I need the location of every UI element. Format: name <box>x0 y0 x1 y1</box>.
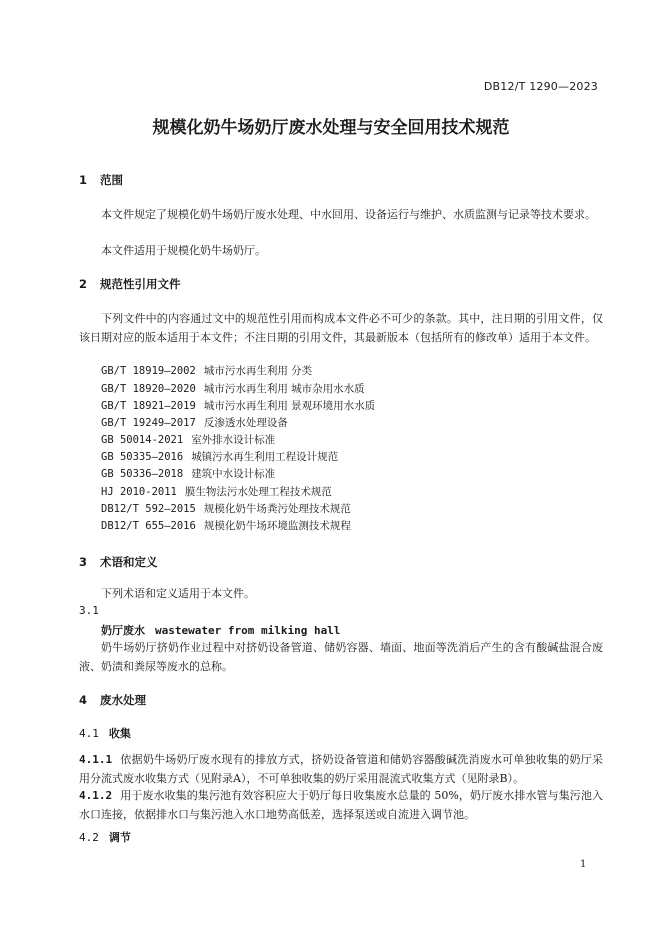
section-2-heading <box>79 276 181 292</box>
reference-item <box>101 398 375 413</box>
subsection-title: 调节 <box>108 831 131 844</box>
section-title: 范围 <box>100 173 124 187</box>
section-3-heading <box>79 554 158 570</box>
reference-title: 城市污水再生利用 分类 <box>203 365 313 377</box>
term-english: wastewater from milking hall <box>155 624 341 637</box>
page-number: 1 <box>580 859 587 870</box>
scope-paragraph-1: 本文件规定了规模化奶牛场奶厅废水处理、中水回用、设备运行与维护、水质监测与记录等技术要求。 <box>101 208 596 221</box>
reference-item <box>101 484 332 499</box>
subsection-4-1-heading <box>79 725 131 741</box>
clause-text: 依据奶牛场奶厅废水现有的排放方式，挤奶设备管道和储奶容器酸碱洗消废水可单独收集的奶厅采用分流式废水收集方式（见附录A），不可单独收集的奶厅采用混流式收集方式（见附录B）。 <box>79 753 603 785</box>
reference-item <box>101 518 351 533</box>
reference-code: GB 50335—2016 <box>101 451 184 463</box>
section-4-heading <box>79 692 146 708</box>
reference-title: 建筑中水设计标准 <box>191 468 276 480</box>
reference-item <box>101 466 275 481</box>
reference-code: GB 50336—2018 <box>101 468 184 480</box>
normative-references-intro: 下列文件中的内容通过文中的规范性引用而构成本文件必不可少的条款。其中，注日期的引用文件，仅该日期对应的版本适用于本文件；不注日期的引用文件，其最新版本（包括所有的修改单）适用于本文件。 <box>79 312 603 344</box>
section-number: 2 <box>79 277 88 291</box>
document-title: 规模化奶牛场奶厅废水处理与安全回用技术规范 <box>152 118 510 138</box>
clause-4-1-1 <box>79 750 603 788</box>
reference-title: 城市污水再生利用 城市杂用水水质 <box>203 383 365 395</box>
reference-code: GB 50014-2021 <box>101 434 184 446</box>
subsection-4-2-heading <box>79 829 131 845</box>
reference-code: DB12/T 592—2015 <box>101 503 196 515</box>
reference-title: 膜生物法污水处理工程技术规范 <box>184 486 332 498</box>
clause-4-1-2 <box>79 786 603 824</box>
clause-number: 4.1.2 <box>79 789 113 802</box>
reference-code: GB/T 18921—2019 <box>101 400 196 412</box>
term-entry <box>101 622 340 638</box>
reference-code: GB/T 18919—2002 <box>101 365 196 377</box>
section-1-heading <box>79 172 123 188</box>
reference-item <box>101 381 365 396</box>
subsection-number: 4.1 <box>79 727 99 740</box>
reference-code: DB12/T 655—2016 <box>101 520 196 532</box>
section-number: 3 <box>79 555 88 569</box>
clause-text: 用于废水收集的集污池有效容积应大于奶厅每日收集废水总量的 50%，奶厅废水排水管与集污池入水口连接，依据排水口与集污池入水口地势高低差，选择泵送或自流进入调节池。 <box>79 789 603 821</box>
reference-item <box>101 363 312 378</box>
section-title: 废水处理 <box>100 693 147 707</box>
reference-title: 室外排水设计标准 <box>191 434 276 446</box>
section-title: 规范性引用文件 <box>100 277 181 291</box>
reference-title: 城镇污水再生利用工程设计规范 <box>191 451 339 463</box>
section-number: 4 <box>79 693 88 707</box>
reference-item <box>101 449 338 464</box>
section-number: 1 <box>79 173 88 187</box>
reference-item <box>101 415 288 430</box>
reference-title: 规模化奶牛场粪污处理技术规范 <box>203 503 351 515</box>
clause-number: 4.1.1 <box>79 753 113 766</box>
reference-title: 规模化奶牛场环境监测技术规程 <box>203 520 351 532</box>
term-chinese: 奶厅废水 <box>101 624 145 637</box>
reference-item <box>101 501 351 516</box>
section-title: 术语和定义 <box>100 555 158 569</box>
term-number: 3.1 <box>79 604 99 617</box>
subsection-title: 收集 <box>108 727 131 740</box>
term-definition: 奶牛场奶厅挤奶作业过程中对挤奶设备管道、储奶容器、墙面、地面等洗消后产生的含有酸碱盐混合废液、奶渍和粪尿等废水的总称。 <box>79 641 603 673</box>
reference-code: HJ 2010-2011 <box>101 486 177 498</box>
reference-item <box>101 432 275 447</box>
reference-code: GB/T 19249—2017 <box>101 417 196 429</box>
reference-title: 反渗透水处理设备 <box>203 417 288 429</box>
reference-title: 城市污水再生利用 景观环境用水水质 <box>203 400 376 412</box>
reference-code: GB/T 18920—2020 <box>101 383 196 395</box>
terms-intro: 下列术语和定义适用于本文件。 <box>101 587 255 600</box>
scope-paragraph-2: 本文件适用于规模化奶牛场奶厅。 <box>101 244 266 257</box>
subsection-number: 4.2 <box>79 831 99 844</box>
document-id: DB12/T 1290—2023 <box>483 80 598 93</box>
